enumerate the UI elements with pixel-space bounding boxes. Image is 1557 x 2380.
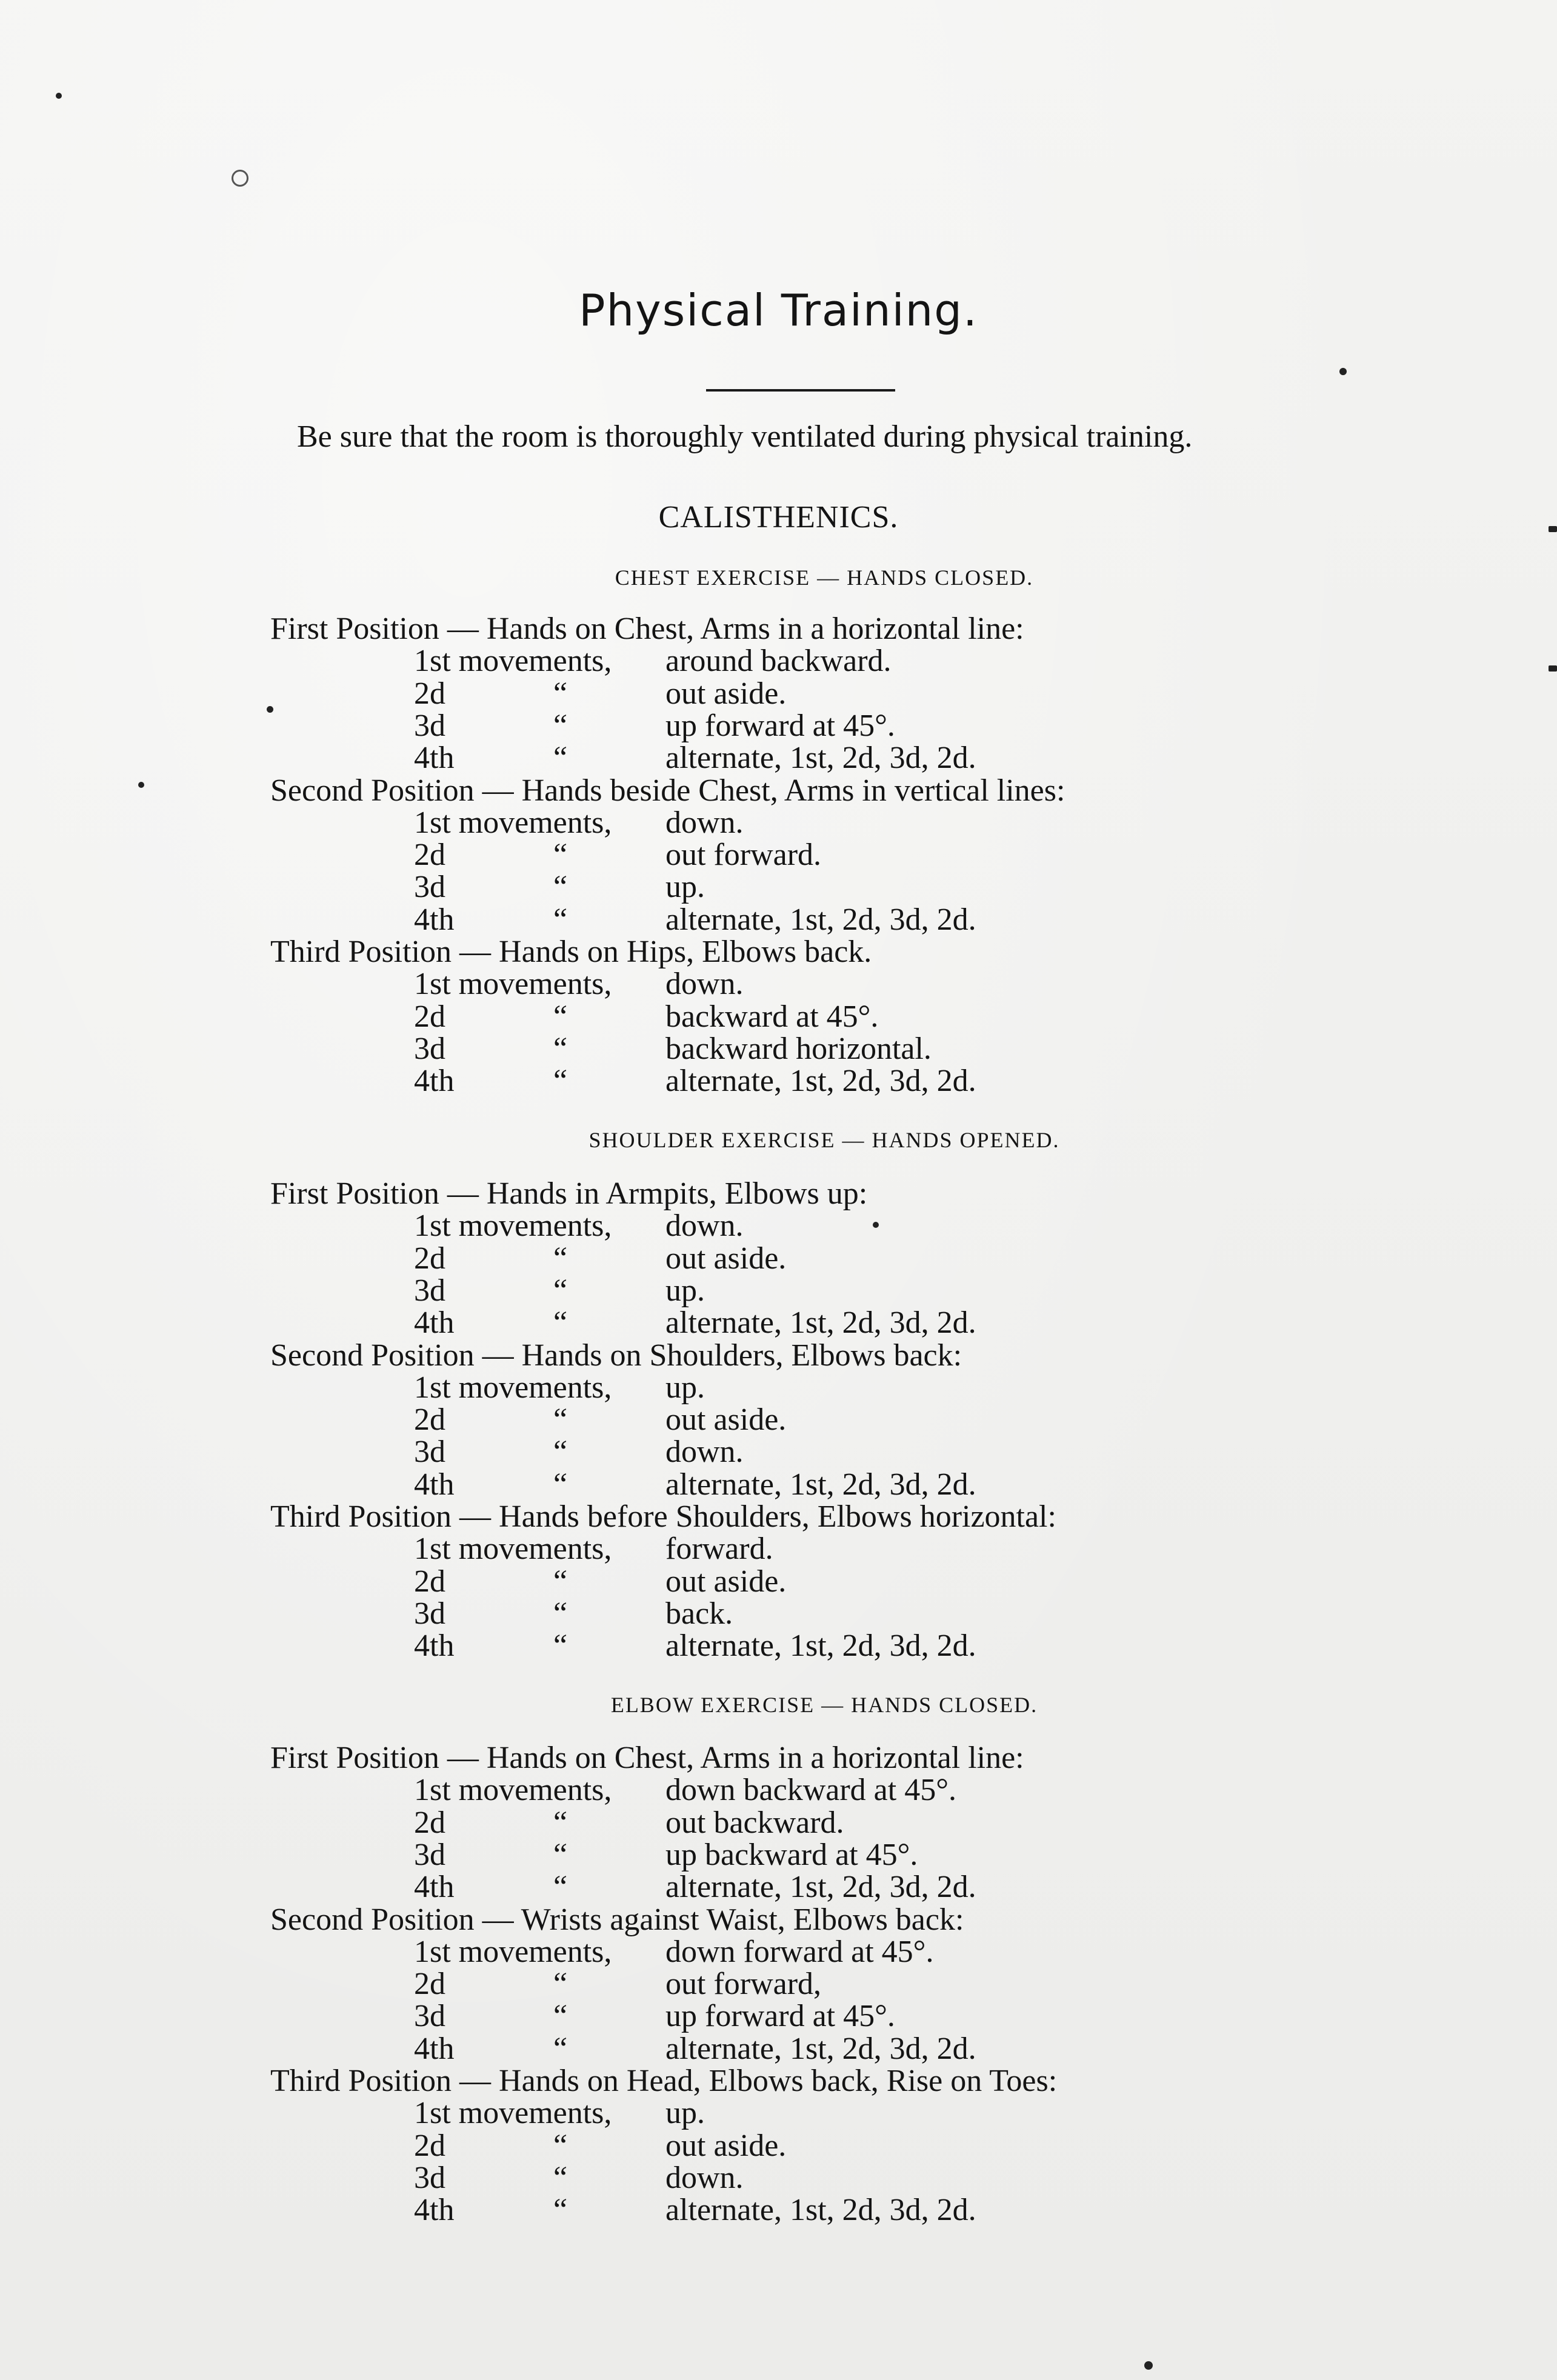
position-label: First Position — Hands on Chest, Arms in a horizontal line:	[270, 612, 1024, 646]
ditto-mark: “	[553, 2193, 568, 2227]
movement-number: 3d	[414, 1032, 445, 1066]
movement-description: alternate, 1st, 2d, 3d, 2d.	[665, 1870, 976, 1904]
page-speck	[232, 170, 248, 187]
position-label: Second Position — Hands beside Chest, Arms in vertical lines:	[270, 773, 1065, 808]
section-heading: ELBOW EXERCISE — HANDS CLOSED.	[610, 1693, 1038, 1717]
movement-number: 2d	[414, 838, 445, 872]
movement-number: 1st movements,	[414, 644, 612, 678]
movement-number: 3d	[414, 1435, 445, 1469]
position-label: Third Position — Hands on Hips, Elbows back.	[270, 935, 872, 969]
movement-number: 2d	[414, 2128, 445, 2163]
movement-description: up backward at 45°.	[665, 1838, 918, 1872]
movement-description: around backward.	[665, 644, 892, 678]
movement-number: 4th	[414, 1467, 455, 1502]
movement-description: alternate, 1st, 2d, 3d, 2d.	[665, 1064, 976, 1098]
ditto-mark: “	[553, 1467, 568, 1502]
movement-number: 2d	[414, 999, 445, 1034]
movement-number: 2d	[414, 1564, 445, 1599]
page-speck	[138, 782, 144, 788]
movement-description: alternate, 1st, 2d, 3d, 2d.	[665, 1628, 976, 1663]
movement-description: alternate, 1st, 2d, 3d, 2d.	[665, 2193, 976, 2227]
ditto-mark: “	[553, 902, 568, 937]
movement-description: out aside.	[665, 1241, 787, 1276]
ditto-mark: “	[553, 1967, 568, 2001]
movement-number: 4th	[414, 1628, 455, 1663]
movement-number: 1st movements,	[414, 1208, 612, 1243]
movement-number: 4th	[414, 1064, 455, 1098]
movement-description: alternate, 1st, 2d, 3d, 2d.	[665, 1467, 976, 1502]
position-label: Third Position — Hands before Shoulders, Elbows horizontal:	[270, 1499, 1056, 1534]
movement-description: forward.	[665, 1532, 773, 1566]
movement-description: up.	[665, 1370, 705, 1405]
movement-description: alternate, 1st, 2d, 3d, 2d.	[665, 2032, 976, 2066]
ditto-mark: “	[553, 870, 568, 904]
movement-number: 2d	[414, 1241, 445, 1276]
movement-number: 3d	[414, 1596, 445, 1631]
movement-number: 1st movements,	[414, 1773, 612, 1807]
movement-description: out backward.	[665, 1805, 844, 1840]
section-heading: CHEST EXERCISE — HANDS CLOSED.	[615, 565, 1034, 590]
movement-description: up.	[665, 1273, 705, 1308]
page-speck	[873, 1222, 879, 1228]
main-heading: CALISTHENICS.	[658, 500, 899, 535]
position-label: Third Position — Hands on Head, Elbows back, Rise on Toes:	[270, 2064, 1058, 2098]
title-rule	[706, 389, 895, 392]
movement-description: out aside.	[665, 1564, 787, 1599]
page-speck	[56, 93, 62, 99]
page-title: Physical Training.	[579, 285, 978, 336]
ditto-mark: “	[553, 1596, 568, 1631]
movement-number: 1st movements,	[414, 1532, 612, 1566]
movement-description: backward at 45°.	[665, 999, 879, 1034]
movement-description: back.	[665, 1596, 733, 1631]
movement-number: 1st movements,	[414, 805, 612, 840]
movement-number: 2d	[414, 1967, 445, 2001]
movement-description: alternate, 1st, 2d, 3d, 2d.	[665, 902, 976, 937]
movement-number: 1st movements,	[414, 2096, 612, 2130]
movement-description: down backward at 45°.	[665, 1773, 956, 1807]
movement-number: 4th	[414, 902, 455, 937]
movement-number: 1st movements,	[414, 967, 612, 1001]
movement-description: out aside.	[665, 2128, 787, 2163]
ditto-mark: “	[553, 1564, 568, 1599]
page-speck	[1549, 665, 1557, 672]
ditto-mark: “	[553, 1402, 568, 1437]
ditto-mark: “	[553, 1305, 568, 1340]
movement-number: 2d	[414, 1402, 445, 1437]
movement-description: out aside.	[665, 676, 787, 711]
movement-description: up forward at 45°.	[665, 1999, 895, 2033]
movement-description: up.	[665, 2096, 705, 2130]
movement-number: 3d	[414, 2161, 445, 2195]
movement-description: down forward at 45°.	[665, 1935, 934, 1969]
movement-description: alternate, 1st, 2d, 3d, 2d.	[665, 1305, 976, 1340]
movement-description: alternate, 1st, 2d, 3d, 2d.	[665, 741, 976, 775]
movement-number: 4th	[414, 1305, 455, 1340]
movement-number: 3d	[414, 1999, 445, 2033]
movement-description: down.	[665, 2161, 744, 2195]
page-speck	[1144, 2361, 1153, 2370]
movement-description: out forward.	[665, 838, 822, 872]
page-speck	[1339, 368, 1347, 375]
movement-number: 3d	[414, 1273, 445, 1308]
movement-number: 4th	[414, 1870, 455, 1904]
ditto-mark: “	[553, 708, 568, 743]
ditto-mark: “	[553, 1435, 568, 1469]
movement-description: down.	[665, 1208, 744, 1243]
intro-paragraph: Be sure that the room is thoroughly ventilated during physical training.	[297, 419, 1193, 454]
page-speck	[267, 706, 273, 713]
movement-description: out forward,	[665, 1967, 822, 2001]
ditto-mark: “	[553, 1273, 568, 1308]
position-label: First Position — Hands on Chest, Arms in a horizontal line:	[270, 1741, 1024, 1775]
movement-number: 2d	[414, 1805, 445, 1840]
section-heading: SHOULDER EXERCISE — HANDS OPENED.	[588, 1128, 1060, 1152]
ditto-mark: “	[553, 741, 568, 775]
movement-description: backward horizontal.	[665, 1032, 932, 1066]
movement-description: up.	[665, 870, 705, 904]
position-label: First Position — Hands in Armpits, Elbows up:	[270, 1176, 868, 1211]
ditto-mark: “	[553, 838, 568, 872]
ditto-mark: “	[553, 1241, 568, 1276]
ditto-mark: “	[553, 1838, 568, 1872]
movement-description: out aside.	[665, 1402, 787, 1437]
ditto-mark: “	[553, 1999, 568, 2033]
ditto-mark: “	[553, 2161, 568, 2195]
ditto-mark: “	[553, 1032, 568, 1066]
ditto-mark: “	[553, 1805, 568, 1840]
movement-number: 4th	[414, 2032, 455, 2066]
ditto-mark: “	[553, 2128, 568, 2163]
movement-number: 1st movements,	[414, 1935, 612, 1969]
movement-description: down.	[665, 805, 744, 840]
movement-description: up forward at 45°.	[665, 708, 895, 743]
ditto-mark: “	[553, 676, 568, 711]
movement-description: down.	[665, 967, 744, 1001]
movement-number: 4th	[414, 741, 455, 775]
movement-number: 4th	[414, 2193, 455, 2227]
ditto-mark: “	[553, 1628, 568, 1663]
ditto-mark: “	[553, 999, 568, 1034]
position-label: Second Position — Wrists against Waist, Elbows back:	[270, 1902, 964, 1937]
movement-number: 3d	[414, 1838, 445, 1872]
ditto-mark: “	[553, 2032, 568, 2066]
movement-number: 2d	[414, 676, 445, 711]
position-label: Second Position — Hands on Shoulders, Elbows back:	[270, 1338, 962, 1373]
movement-description: down.	[665, 1435, 744, 1469]
ditto-mark: “	[553, 1870, 568, 1904]
movement-number: 1st movements,	[414, 1370, 612, 1405]
movement-number: 3d	[414, 870, 445, 904]
ditto-mark: “	[553, 1064, 568, 1098]
movement-number: 3d	[414, 708, 445, 743]
